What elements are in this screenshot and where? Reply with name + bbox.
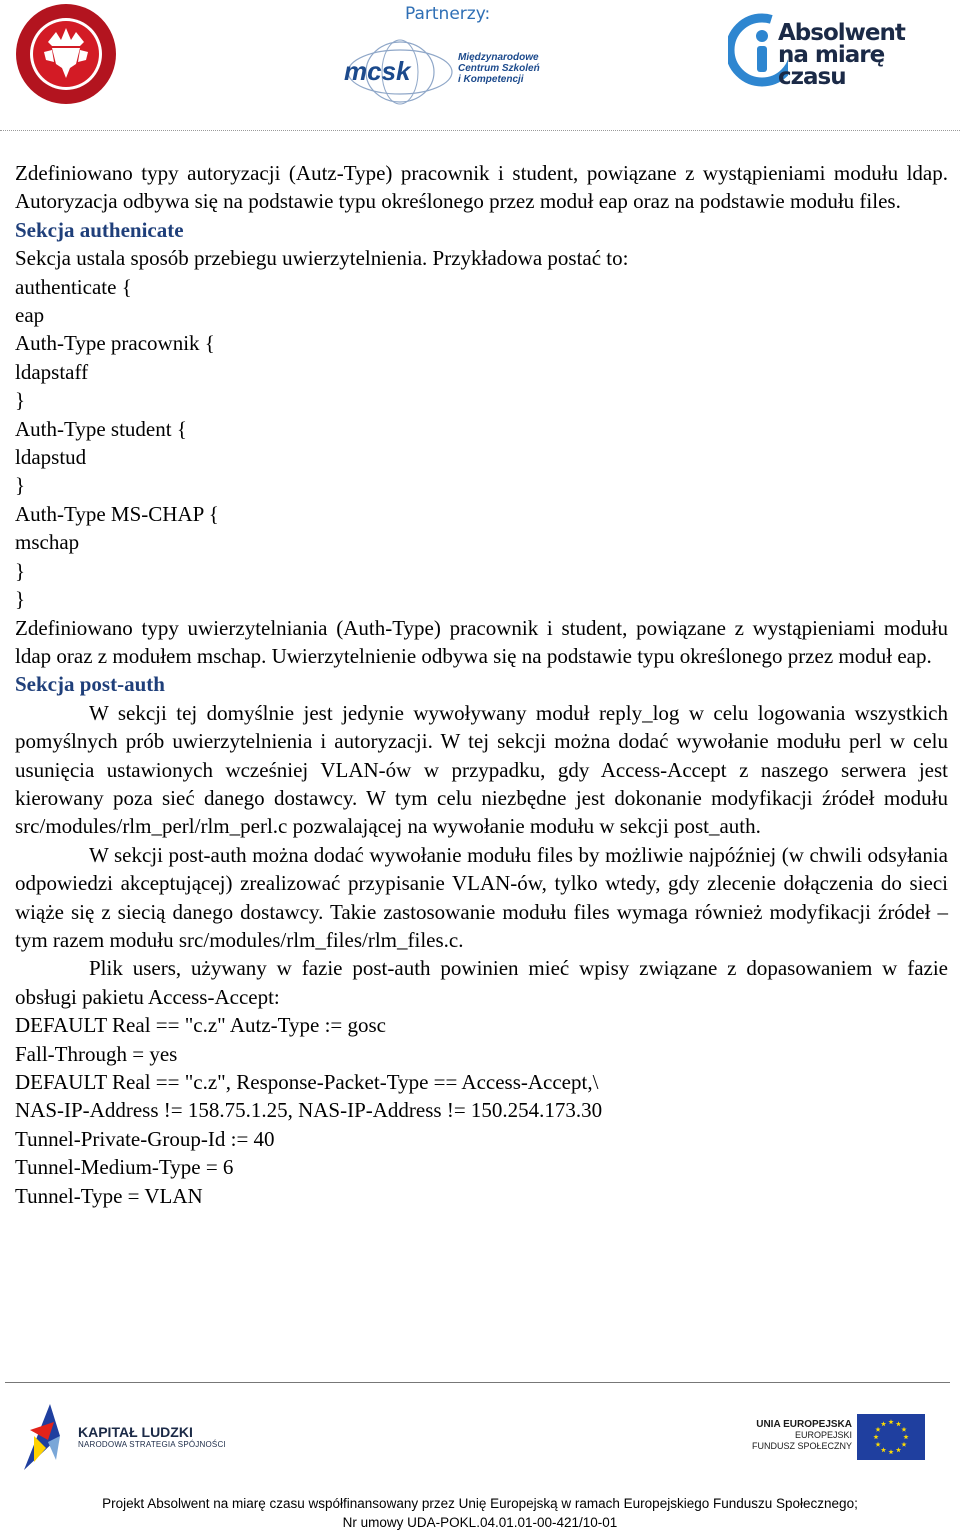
kapital-ludzki-star-icon	[20, 1400, 76, 1472]
absolwent-logo-text: Absolwent na miarę czasu	[778, 20, 905, 90]
config-line: NAS-IP-Address != 158.75.1.25, NAS-IP-Address != 150.254.173.30	[15, 1098, 603, 1123]
eu-flag-icon	[857, 1414, 925, 1460]
config-line: }	[15, 587, 26, 612]
footer-note-line: Nr umowy UDA-POKL.04.01.01-00-421/10-01	[342, 1515, 618, 1530]
mcsk-logo-text: Międzynarodowe Centrum Szkoleń i Kompetencji	[458, 52, 540, 85]
kapital-ludzki-title: KAPITAŁ LUDZKI	[78, 1424, 193, 1440]
body-paragraph: Zdefiniowano typy autoryzacji (Autz-Type) pracownik i student, powiązane z wystąpieniami modułu ldap. Autoryzacja odbywa się na podstawie typu określonego przez moduł eap oraz na podstawie modułu files.	[15, 161, 948, 214]
section-heading: Sekcja authenicate	[15, 217, 184, 242]
mcsk-logo	[340, 38, 570, 108]
footer-divider	[5, 1382, 950, 1383]
config-line: DEFAULT Real == "c.z", Response-Packet-Type == Access-Accept,\	[15, 1070, 599, 1094]
eu-logo	[750, 1413, 930, 1461]
config-line: Tunnel-Medium-Type = 6	[15, 1155, 234, 1180]
body-paragraph: W sekcji tej domyślnie jest jedynie wywoływany moduł reply_log w celu logowania wszystkich pomyślnych prób uwierzytelnienia i autoryzacji. W tej sekcji można dodać wywołanie modułu perl w celu usunięcia ustawionych wcześniej VLAN-ów w przypadku, gdy Access-Accept z naszego serwera jest kierowany poza sieć danego dostawcy. W tym celu niezbędne jest dokonanie modyfikacji źródeł modułu src/modules/rlm_perl/rlm_perl.c pozwalającej na wywołanie modułu w sekcji post_auth.	[15, 700, 948, 839]
body-paragraph: Zdefiniowano typy uwierzytelniania (Auth-Type) pracownik i student, powiązane z wystąpieniami modułu ldap oraz z modułem mschap. Uwierzytelnienie odbywa się na podstawie typu określonego przez moduł eap.	[15, 615, 948, 668]
config-line: Sekcja ustala sposób przebiegu uwierzytelnienia. Przykładowa postać to:	[15, 246, 629, 271]
config-line: authenticate {	[15, 274, 132, 299]
config-line: }	[15, 558, 26, 583]
body-paragraph: W sekcji post-auth można dodać wywołanie modułu files by możliwie najpóźniej (w chwili odsyłania odpowiedzi akceptującej) zrealizować przypisanie VLAN-ów, tylko wtedy, gdy zlecenie dołączenia do sieci wiąże się z siecią danego dostawcy. Takie zastosowanie modułu files wymaga również modyfikacji źródeł – tym razem modułu src/modules/rlm_files/rlm_files.c.	[15, 842, 948, 952]
config-line: eap	[15, 303, 45, 328]
header-divider	[0, 130, 960, 131]
footer-project-note	[0, 1494, 960, 1532]
page-header	[0, 0, 960, 120]
config-line: Auth-Type student {	[15, 416, 187, 441]
config-line: Tunnel-Private-Group-Id := 40	[15, 1126, 275, 1151]
kapital-ludzki-subtitle: NARODOWA STRATEGIA SPÓJNOŚCI	[78, 1440, 226, 1449]
config-line: }	[15, 473, 26, 498]
config-line: Auth-Type pracownik {	[15, 331, 215, 356]
config-line: ldapstud	[15, 445, 87, 470]
config-line: }	[15, 388, 26, 413]
config-line: Fall-Through = yes	[15, 1041, 178, 1066]
footer-note-line: Projekt Absolwent na miarę czasu współfinansowany przez Unię Europejską w ramach Europejskiego Funduszu Społecznego;	[102, 1496, 858, 1511]
partners-label: Partnerzy:	[405, 4, 491, 24]
mcsk-mark-icon	[340, 38, 460, 108]
kapital-ludzki-logo	[20, 1400, 260, 1472]
absolwent-na-miare-czasu-logo	[728, 6, 953, 96]
politechnika-lodzka-logo	[14, 2, 118, 106]
svg-text:mcsk: mcsk	[344, 56, 411, 86]
body-paragraph: Plik users, używany w fazie post-auth powinien mieć wpisy związane z dopasowaniem w fazie obsługi pakietu Access-Accept:	[15, 956, 948, 1009]
config-line: mschap	[15, 530, 80, 555]
section-heading: Sekcja post-auth	[15, 672, 165, 697]
config-line: DEFAULT Real == "c.z" Autz-Type := gosc	[15, 1013, 387, 1038]
document-body	[15, 159, 948, 1210]
eu-logo-text: UNIA EUROPEJSKA EUROPEJSKI FUNDUSZ SPOŁECZNY	[751, 1419, 852, 1451]
kapital-ludzki-text	[78, 1424, 226, 1449]
config-line: Auth-Type MS-CHAP {	[15, 501, 219, 526]
config-line: Tunnel-Type = VLAN	[15, 1183, 203, 1208]
politechnika-lodzka-emblem-icon	[14, 2, 118, 106]
config-line: ldapstaff	[15, 359, 89, 384]
